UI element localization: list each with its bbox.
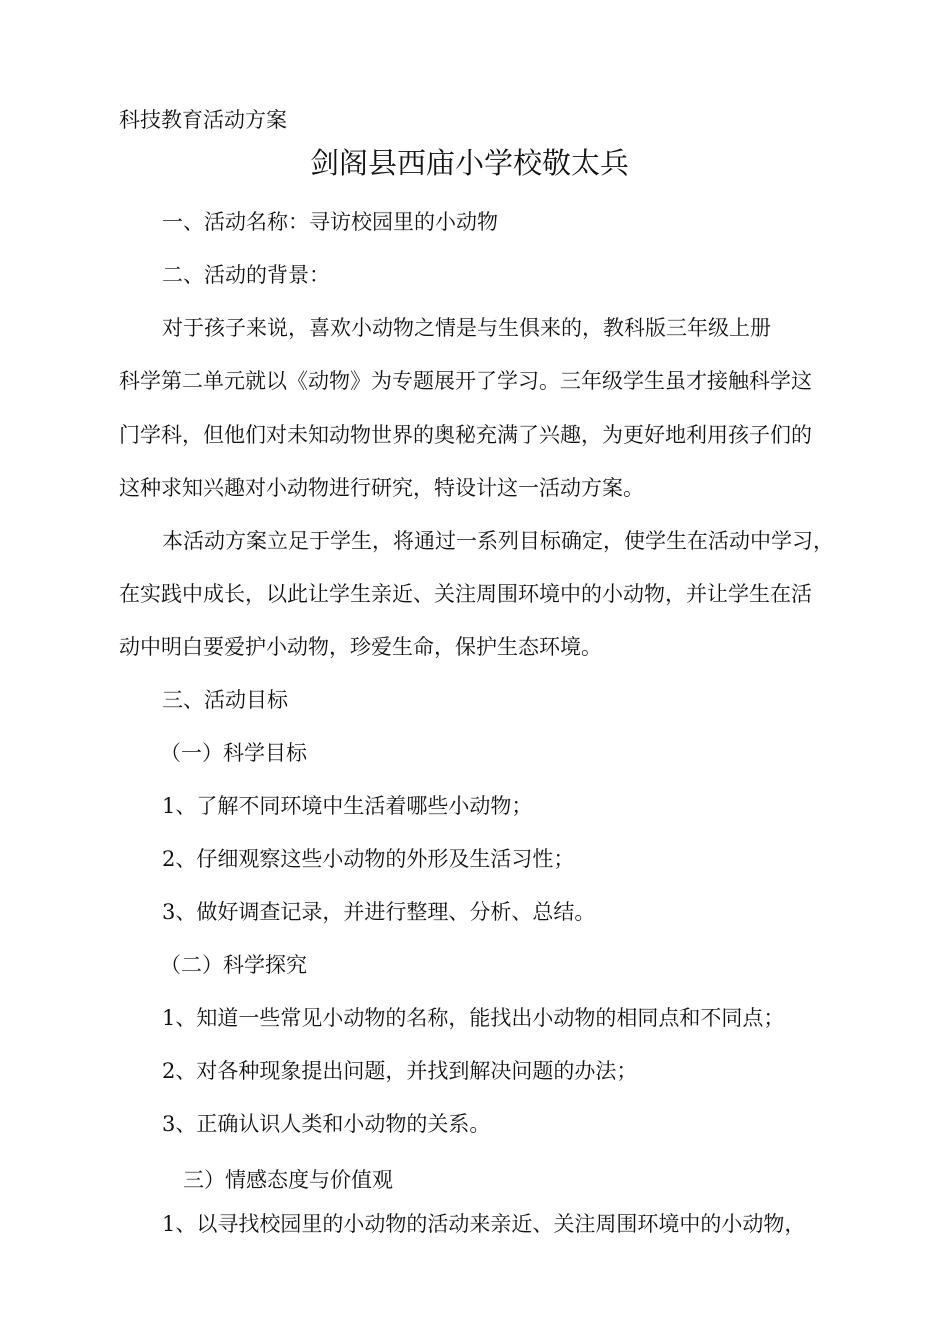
goal-inquiry-item: 2、对各种现象提出问题，并找到解决问题的办法；	[162, 1059, 638, 1083]
goal-attitude-heading: 三）情感态度与价值观	[183, 1168, 393, 1192]
goal-science-item: 3、做好调查记录，并进行整理、分析、总结。	[162, 900, 596, 924]
goal-inquiry-heading: （二）科学探究	[160, 953, 307, 977]
document-title: 剑阁县西庙小学校敬太兵	[310, 146, 630, 180]
document-header: 科技教育活动方案	[119, 108, 287, 132]
goal-attitude-item: 1、以寻找校园里的小动物的活动来亲近、关注周围环境中的小动物，	[162, 1212, 806, 1236]
section-background-heading: 二、活动的背景：	[162, 263, 330, 287]
background-para1-line: 这种求知兴趣对小动物进行研究，特设计这一活动方案。	[119, 476, 644, 500]
goal-inquiry-item: 3、正确认识人类和小动物的关系。	[162, 1112, 491, 1136]
background-para2-line: 动中明白要爱护小动物，珍爱生命，保护生态环境。	[119, 635, 602, 659]
goal-science-item: 2、仔细观察这些小动物的外形及生活习性；	[162, 847, 575, 871]
background-para2-line: 在实践中成长，以此让学生亲近、关注周围环境中的小动物，并让学生在活	[119, 582, 812, 606]
background-para1-line: 对于孩子来说，喜欢小动物之情是与生俱来的，教科版三年级上册	[162, 316, 771, 340]
section-goals-heading: 三、活动目标	[162, 688, 288, 712]
goal-science-heading: （一）科学目标	[160, 741, 307, 765]
background-para1-line: 门学科，但他们对未知动物世界的奥秘充满了兴趣，为更好地利用孩子们的	[119, 423, 812, 447]
background-para2-line: 本活动方案立足于学生，将通过一系列目标确定，使学生在活动中学习，	[162, 529, 834, 553]
section-activity-name: 一、活动名称：寻访校园里的小动物	[162, 210, 498, 234]
goal-inquiry-item: 1、知道一些常见小动物的名称，能找出小动物的相同点和不同点；	[162, 1006, 785, 1030]
background-para1-line: 科学第二单元就以《动物》为专题展开了学习。三年级学生虽才接触科学这	[119, 369, 812, 393]
goal-science-item: 1、了解不同环境中生活着哪些小动物；	[162, 794, 533, 818]
